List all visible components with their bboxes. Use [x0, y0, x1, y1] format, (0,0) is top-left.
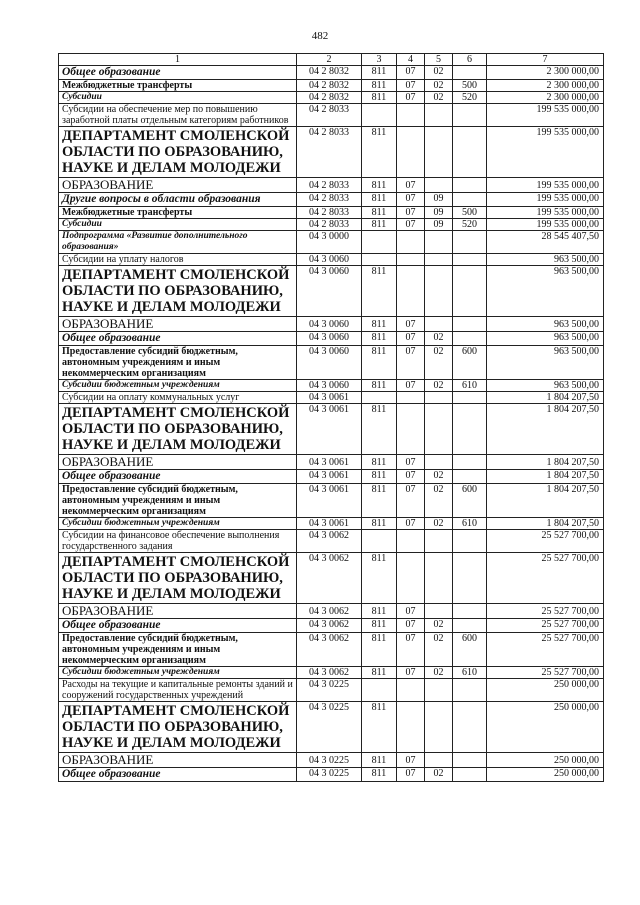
section-cell	[397, 127, 425, 178]
department-code-cell: 811	[362, 80, 397, 92]
amount-cell: 250 000,00	[487, 679, 604, 702]
amount-cell: 963 500,00	[487, 317, 604, 332]
section-cell: 07	[397, 92, 425, 104]
target-code-cell: 04 3 0225	[297, 702, 362, 753]
section-cell: 07	[397, 66, 425, 80]
department-code-cell: 811	[362, 266, 397, 317]
target-code-cell: 04 2 8033	[297, 193, 362, 207]
amount-cell: 25 527 700,00	[487, 633, 604, 667]
header-cell: 3	[362, 54, 397, 66]
subsection-cell: 02	[425, 518, 453, 530]
page-number: 482	[311, 30, 329, 42]
table-row	[59, 66, 604, 80]
subsection-cell	[425, 530, 453, 553]
header-cell: 6	[453, 54, 487, 66]
expense-type-cell	[453, 470, 487, 484]
amount-cell: 963 500,00	[487, 380, 604, 392]
amount-cell: 2 300 000,00	[487, 80, 604, 92]
target-code-cell: 04 3 0062	[297, 530, 362, 553]
amount-cell: 963 500,00	[487, 266, 604, 317]
expense-type-cell: 600	[453, 346, 487, 380]
table-row	[59, 530, 604, 553]
row-name-cell: ОБРАЗОВАНИЕ	[59, 317, 297, 332]
subsection-cell: 02	[425, 768, 453, 782]
target-code-cell: 04 3 0062	[297, 604, 362, 619]
expense-type-cell: 520	[453, 219, 487, 231]
section-cell	[397, 553, 425, 604]
table-row	[59, 231, 604, 254]
section-cell	[397, 702, 425, 753]
table-row	[59, 380, 604, 392]
table-header-row	[59, 54, 604, 66]
header-cell: 4	[397, 54, 425, 66]
table-row	[59, 207, 604, 219]
expense-type-cell	[453, 392, 487, 404]
row-name-cell: ОБРАЗОВАНИЕ	[59, 753, 297, 768]
subsection-cell: 02	[425, 332, 453, 346]
subsection-cell: 02	[425, 346, 453, 380]
target-code-cell: 04 3 0060	[297, 266, 362, 317]
subsection-cell	[425, 104, 453, 127]
expense-type-cell	[453, 317, 487, 332]
table-row	[59, 702, 604, 753]
expense-type-cell: 500	[453, 80, 487, 92]
target-code-cell: 04 3 0061	[297, 518, 362, 530]
section-cell	[397, 266, 425, 317]
expense-type-cell	[453, 530, 487, 553]
table-row	[59, 92, 604, 104]
amount-cell: 250 000,00	[487, 702, 604, 753]
row-name-cell: Субсидии бюджетным учреждениям	[59, 518, 297, 530]
subsection-cell	[425, 553, 453, 604]
table-row	[59, 619, 604, 633]
header-cell: 1	[59, 54, 297, 66]
amount-cell: 25 527 700,00	[487, 553, 604, 604]
subsection-cell: 02	[425, 80, 453, 92]
target-code-cell: 04 3 0062	[297, 667, 362, 679]
subsection-cell: 02	[425, 380, 453, 392]
department-code-cell: 811	[362, 768, 397, 782]
section-cell: 07	[397, 753, 425, 768]
target-code-cell: 04 3 0061	[297, 484, 362, 518]
subsection-cell: 02	[425, 92, 453, 104]
expense-type-cell	[453, 404, 487, 455]
subsection-cell: 02	[425, 619, 453, 633]
table-row	[59, 518, 604, 530]
target-code-cell: 04 2 8033	[297, 178, 362, 193]
amount-cell: 199 535 000,00	[487, 104, 604, 127]
section-cell: 07	[397, 768, 425, 782]
subsection-cell	[425, 679, 453, 702]
department-code-cell: 811	[362, 332, 397, 346]
subsection-cell	[425, 392, 453, 404]
table-row	[59, 753, 604, 768]
table-row	[59, 346, 604, 380]
target-code-cell: 04 3 0060	[297, 317, 362, 332]
table-row	[59, 667, 604, 679]
expense-type-cell	[453, 254, 487, 266]
department-code-cell: 811	[362, 404, 397, 455]
target-code-cell: 04 2 8033	[297, 207, 362, 219]
row-name-cell: Общее образование	[59, 332, 297, 346]
department-code-cell: 811	[362, 604, 397, 619]
row-name-cell: Субсидии на уплату налогов	[59, 254, 297, 266]
table-row	[59, 266, 604, 317]
expense-type-cell	[453, 104, 487, 127]
amount-cell: 1 804 207,50	[487, 455, 604, 470]
department-code-cell	[362, 530, 397, 553]
expense-type-cell	[453, 604, 487, 619]
expense-type-cell	[453, 127, 487, 178]
department-code-cell	[362, 231, 397, 254]
subsection-cell	[425, 604, 453, 619]
department-code-cell: 811	[362, 380, 397, 392]
department-code-cell: 811	[362, 667, 397, 679]
row-name-cell: Общее образование	[59, 66, 297, 80]
target-code-cell: 04 3 0061	[297, 455, 362, 470]
subsection-cell	[425, 254, 453, 266]
row-name-cell: Общее образование	[59, 619, 297, 633]
target-code-cell: 04 2 8033	[297, 127, 362, 178]
amount-cell: 250 000,00	[487, 768, 604, 782]
row-name-cell: ОБРАЗОВАНИЕ	[59, 178, 297, 193]
table-row	[59, 470, 604, 484]
subsection-cell	[425, 266, 453, 317]
expense-type-cell	[453, 66, 487, 80]
department-code-cell: 811	[362, 518, 397, 530]
target-code-cell: 04 3 0060	[297, 380, 362, 392]
amount-cell: 199 535 000,00	[487, 193, 604, 207]
row-name-cell: Субсидии	[59, 92, 297, 104]
subsection-cell: 09	[425, 207, 453, 219]
amount-cell: 1 804 207,50	[487, 484, 604, 518]
expense-type-cell	[453, 455, 487, 470]
row-name-cell: Субсидии на финансовое обеспечение выполнения государственного задания	[59, 530, 297, 553]
expense-type-cell	[453, 266, 487, 317]
amount-cell: 2 300 000,00	[487, 92, 604, 104]
section-cell: 07	[397, 332, 425, 346]
amount-cell: 199 535 000,00	[487, 178, 604, 193]
amount-cell: 25 527 700,00	[487, 530, 604, 553]
expense-type-cell: 600	[453, 484, 487, 518]
expense-type-cell: 610	[453, 518, 487, 530]
row-name-cell: ДЕПАРТАМЕНТ СМОЛЕНСКОЙ ОБЛАСТИ ПО ОБРАЗОВАНИЮ, НАУКЕ И ДЕЛАМ МОЛОДЕЖИ	[59, 553, 297, 604]
expense-type-cell: 520	[453, 92, 487, 104]
department-code-cell: 811	[362, 178, 397, 193]
subsection-cell: 09	[425, 193, 453, 207]
table-row	[59, 604, 604, 619]
target-code-cell: 04 2 8032	[297, 92, 362, 104]
target-code-cell: 04 2 8032	[297, 80, 362, 92]
section-cell: 07	[397, 633, 425, 667]
expense-type-cell	[453, 702, 487, 753]
budget-table	[58, 53, 604, 782]
department-code-cell: 811	[362, 346, 397, 380]
expense-type-cell	[453, 332, 487, 346]
subsection-cell	[425, 317, 453, 332]
row-name-cell: ОБРАЗОВАНИЕ	[59, 604, 297, 619]
row-name-cell: Предоставление субсидий бюджетным, автономным учреждениям и иным некоммерческим организациям	[59, 484, 297, 518]
row-name-cell: Предоставление субсидий бюджетным, автономным учреждениям и иным некоммерческим организациям	[59, 633, 297, 667]
amount-cell: 1 804 207,50	[487, 518, 604, 530]
expense-type-cell	[453, 619, 487, 633]
table-row	[59, 768, 604, 782]
row-name-cell: Другие вопросы в области образования	[59, 193, 297, 207]
target-code-cell: 04 2 8032	[297, 66, 362, 80]
section-cell	[397, 392, 425, 404]
target-code-cell: 04 3 0061	[297, 470, 362, 484]
row-name-cell: ДЕПАРТАМЕНТ СМОЛЕНСКОЙ ОБЛАСТИ ПО ОБРАЗОВАНИЮ, НАУКЕ И ДЕЛАМ МОЛОДЕЖИ	[59, 702, 297, 753]
department-code-cell: 811	[362, 92, 397, 104]
amount-cell: 25 527 700,00	[487, 604, 604, 619]
subsection-cell	[425, 178, 453, 193]
row-name-cell: Подпрограмма «Развитие дополнительного образования»	[59, 231, 297, 254]
subsection-cell	[425, 753, 453, 768]
department-code-cell: 811	[362, 470, 397, 484]
table-row	[59, 104, 604, 127]
subsection-cell	[425, 702, 453, 753]
department-code-cell: 811	[362, 484, 397, 518]
table-row	[59, 679, 604, 702]
section-cell: 07	[397, 380, 425, 392]
amount-cell: 250 000,00	[487, 753, 604, 768]
expense-type-cell	[453, 178, 487, 193]
amount-cell: 25 527 700,00	[487, 619, 604, 633]
amount-cell: 25 527 700,00	[487, 667, 604, 679]
expense-type-cell	[453, 193, 487, 207]
amount-cell: 199 535 000,00	[487, 127, 604, 178]
row-name-cell: ДЕПАРТАМЕНТ СМОЛЕНСКОЙ ОБЛАСТИ ПО ОБРАЗОВАНИЮ, НАУКЕ И ДЕЛАМ МОЛОДЕЖИ	[59, 404, 297, 455]
row-name-cell: Субсидии на оплату коммунальных услуг	[59, 392, 297, 404]
department-code-cell	[362, 679, 397, 702]
section-cell: 07	[397, 604, 425, 619]
table-row	[59, 80, 604, 92]
row-name-cell: ДЕПАРТАМЕНТ СМОЛЕНСКОЙ ОБЛАСТИ ПО ОБРАЗОВАНИЮ, НАУКЕ И ДЕЛАМ МОЛОДЕЖИ	[59, 266, 297, 317]
amount-cell: 1 804 207,50	[487, 404, 604, 455]
subsection-cell	[425, 455, 453, 470]
subsection-cell: 02	[425, 484, 453, 518]
subsection-cell: 02	[425, 66, 453, 80]
department-code-cell: 811	[362, 193, 397, 207]
header-cell: 2	[297, 54, 362, 66]
row-name-cell: Межбюджетные трансферты	[59, 207, 297, 219]
table-row	[59, 392, 604, 404]
section-cell: 07	[397, 80, 425, 92]
subsection-cell	[425, 404, 453, 455]
department-code-cell: 811	[362, 317, 397, 332]
target-code-cell: 04 3 0062	[297, 553, 362, 604]
expense-type-cell: 600	[453, 633, 487, 667]
expense-type-cell	[453, 753, 487, 768]
target-code-cell: 04 3 0060	[297, 332, 362, 346]
row-name-cell: ДЕПАРТАМЕНТ СМОЛЕНСКОЙ ОБЛАСТИ ПО ОБРАЗОВАНИЮ, НАУКЕ И ДЕЛАМ МОЛОДЕЖИ	[59, 127, 297, 178]
department-code-cell	[362, 104, 397, 127]
expense-type-cell: 500	[453, 207, 487, 219]
department-code-cell	[362, 254, 397, 266]
target-code-cell: 04 3 0062	[297, 633, 362, 667]
table-row	[59, 317, 604, 332]
section-cell: 07	[397, 484, 425, 518]
row-name-cell: Общее образование	[59, 768, 297, 782]
expense-type-cell	[453, 553, 487, 604]
target-code-cell: 04 3 0225	[297, 768, 362, 782]
expense-type-cell	[453, 768, 487, 782]
row-name-cell: Общее образование	[59, 470, 297, 484]
department-code-cell: 811	[362, 127, 397, 178]
header-cell: 5	[425, 54, 453, 66]
row-name-cell: Субсидии	[59, 219, 297, 231]
row-name-cell: Субсидии бюджетным учреждениям	[59, 380, 297, 392]
section-cell: 07	[397, 667, 425, 679]
expense-type-cell	[453, 231, 487, 254]
section-cell: 07	[397, 518, 425, 530]
department-code-cell: 811	[362, 633, 397, 667]
department-code-cell: 811	[362, 753, 397, 768]
section-cell: 07	[397, 619, 425, 633]
section-cell: 07	[397, 178, 425, 193]
target-code-cell: 04 3 0061	[297, 392, 362, 404]
section-cell	[397, 104, 425, 127]
section-cell: 07	[397, 455, 425, 470]
table-row	[59, 633, 604, 667]
table-row	[59, 178, 604, 193]
header-cell: 7	[487, 54, 604, 66]
expense-type-cell	[453, 679, 487, 702]
target-code-cell: 04 3 0060	[297, 254, 362, 266]
subsection-cell: 02	[425, 667, 453, 679]
target-code-cell: 04 3 0225	[297, 679, 362, 702]
table-row	[59, 332, 604, 346]
amount-cell: 2 300 000,00	[487, 66, 604, 80]
row-name-cell: Расходы на текущие и капитальные ремонты зданий и сооружений государственных учреждений	[59, 679, 297, 702]
amount-cell: 963 500,00	[487, 346, 604, 380]
subsection-cell	[425, 127, 453, 178]
table-row	[59, 193, 604, 207]
subsection-cell	[425, 231, 453, 254]
amount-cell: 963 500,00	[487, 254, 604, 266]
section-cell	[397, 530, 425, 553]
section-cell: 07	[397, 207, 425, 219]
section-cell	[397, 254, 425, 266]
section-cell	[397, 404, 425, 455]
amount-cell: 1 804 207,50	[487, 470, 604, 484]
target-code-cell: 04 3 0000	[297, 231, 362, 254]
subsection-cell: 09	[425, 219, 453, 231]
section-cell: 07	[397, 346, 425, 380]
row-name-cell: Предоставление субсидий бюджетным, автономным учреждениям и иным некоммерческим организациям	[59, 346, 297, 380]
table-row	[59, 254, 604, 266]
section-cell	[397, 231, 425, 254]
department-code-cell: 811	[362, 66, 397, 80]
department-code-cell: 811	[362, 207, 397, 219]
target-code-cell: 04 2 8033	[297, 104, 362, 127]
target-code-cell: 04 3 0061	[297, 404, 362, 455]
section-cell: 07	[397, 470, 425, 484]
table-row	[59, 127, 604, 178]
amount-cell: 199 535 000,00	[487, 207, 604, 219]
amount-cell: 28 545 407,50	[487, 231, 604, 254]
table-row	[59, 219, 604, 231]
target-code-cell: 04 3 0060	[297, 346, 362, 380]
subsection-cell: 02	[425, 633, 453, 667]
section-cell: 07	[397, 219, 425, 231]
subsection-cell: 02	[425, 470, 453, 484]
target-code-cell: 04 3 0225	[297, 753, 362, 768]
table-row	[59, 553, 604, 604]
amount-cell: 963 500,00	[487, 332, 604, 346]
target-code-cell: 04 3 0062	[297, 619, 362, 633]
row-name-cell: ОБРАЗОВАНИЕ	[59, 455, 297, 470]
amount-cell: 1 804 207,50	[487, 392, 604, 404]
table-row	[59, 484, 604, 518]
row-name-cell: Субсидии на обеспечение мер по повышению заработной платы отдельным категориям работников	[59, 104, 297, 127]
row-name-cell: Субсидии бюджетным учреждениям	[59, 667, 297, 679]
department-code-cell: 811	[362, 455, 397, 470]
amount-cell: 199 535 000,00	[487, 219, 604, 231]
table-row	[59, 404, 604, 455]
department-code-cell: 811	[362, 219, 397, 231]
department-code-cell: 811	[362, 619, 397, 633]
target-code-cell: 04 2 8033	[297, 219, 362, 231]
section-cell: 07	[397, 317, 425, 332]
table-row	[59, 455, 604, 470]
department-code-cell: 811	[362, 553, 397, 604]
department-code-cell: 811	[362, 702, 397, 753]
expense-type-cell: 610	[453, 380, 487, 392]
section-cell: 07	[397, 193, 425, 207]
department-code-cell	[362, 392, 397, 404]
row-name-cell: Межбюджетные трансферты	[59, 80, 297, 92]
section-cell	[397, 679, 425, 702]
expense-type-cell: 610	[453, 667, 487, 679]
